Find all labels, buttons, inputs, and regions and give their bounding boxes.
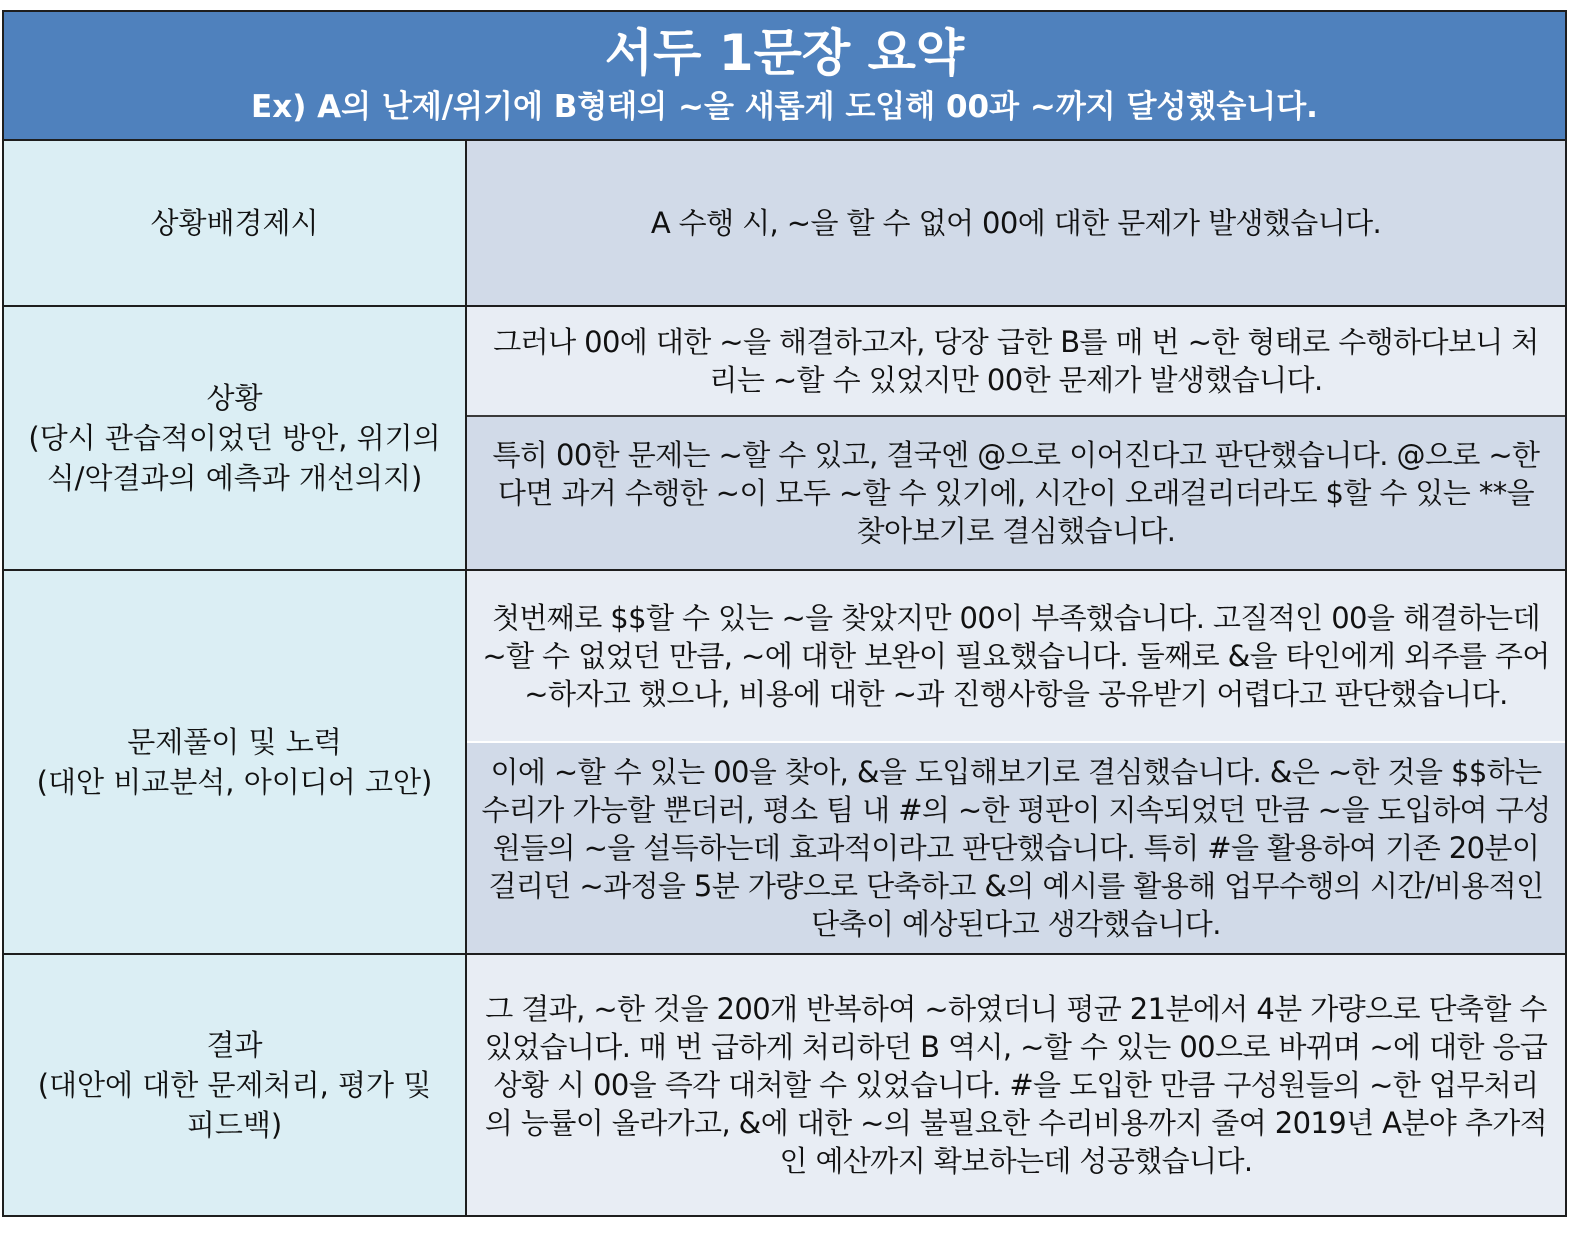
row-content-effort-2 bbox=[467, 743, 1565, 953]
row-label-line: 결과 bbox=[206, 1028, 263, 1062]
content-text: 첫번째로 $$할 수 있는 ~을 찾았지만 00이 부족했습니다. 고질적인 00을 해결하는데 ~할 수 없었던 만큼, ~에 대한 보완이 필요했습니다. 둘째로 &을 타인에게 외주를 주어 ~하자고 했으나, 비용에 대한 ~과 진행사항을 공유받기 어렵다고 판단했습니다. bbox=[482, 601, 1550, 711]
header-title: 서두 1문장 요약 bbox=[604, 24, 965, 82]
content-text: 그러나 00에 대한 ~을 해결하고자, 당장 급한 B를 매 번 ~한 형태로 수행하다보니 처리는 ~할 수 있었지만 00한 문제가 발생했습니다. bbox=[493, 325, 1539, 397]
row-label-effort bbox=[4, 571, 467, 953]
row-label-result bbox=[4, 955, 467, 1215]
row-label-line: 식/악결과의 예측과 개선의지) bbox=[46, 461, 423, 495]
row-content-result bbox=[467, 955, 1565, 1215]
table-header bbox=[4, 12, 1565, 141]
row-label-background bbox=[4, 141, 467, 305]
row-content-effort-1 bbox=[467, 571, 1565, 741]
summary-table bbox=[2, 10, 1567, 1217]
row-label-line: (대안 비교분석, 아이디어 고안) bbox=[36, 765, 433, 799]
row-content-background bbox=[467, 141, 1565, 305]
row-label-line: 상황 bbox=[206, 381, 263, 415]
content-text: 특히 00한 문제는 ~할 수 있고, 결국엔 @으로 이어진다고 판단했습니다. @으로 ~한다면 과거 수행한 ~이 모두 ~할 수 있기에, 시간이 오래걸리더라도 $할 수 있는 **을 찾아보기로 결심했습니다. bbox=[492, 438, 1540, 548]
row-label-situation bbox=[4, 307, 467, 569]
content-text: 그 결과, ~한 것을 200개 반복하여 ~하였더니 평균 21분에서 4분 가량으로 단축할 수 있었습니다. 매 번 급하게 처리하던 B 역시, ~할 수 있는 00으로 바뀌며 ~에 대한 응급상황 시 00을 즉각 대처할 수 있었습니다. #을 도입한 만큼 구성원들의 ~한 업무처리의 능률이 올라가고, &에 대한 ~의 불필요한 수리비용까지 줄여 2019년 A분야 추가적인 예산까지 확보하는데 성공했습니다. bbox=[484, 992, 1548, 1178]
content-text: A 수행 시, ~을 할 수 없어 00에 대한 문제가 발생했습니다. bbox=[650, 206, 1382, 240]
header-subtitle: Ex) A의 난제/위기에 B형태의 ~을 새롭게 도입해 00과 ~까지 달성했습니다. bbox=[251, 89, 1318, 125]
row-label-line: 상황배경제시 bbox=[150, 206, 319, 240]
row-label-line: (대안에 대한 문제처리, 평가 및 bbox=[37, 1068, 432, 1102]
row-content-situation-1 bbox=[467, 307, 1565, 415]
row-label-line: 문제풀이 및 노력 bbox=[127, 725, 342, 759]
row-content-situation-2 bbox=[467, 417, 1565, 569]
content-text: 이에 ~할 수 있는 00을 찾아, &을 도입해보기로 결심했습니다. &은 ~한 것을 $$하는 수리가 가능할 뿐더러, 평소 팀 내 #의 ~한 평판이 지속되었던 만큼 ~을 도입하여 구성원들의 ~을 설득하는데 효과적이라고 판단했습니다. 특히 #을 활용하여 기존 20분이 걸리던 ~과정을 5분 가량으로 단축하고 &의 예시를 활용해 업무수행의 시간/비용적인 단축이 예상된다고 생각했습니다. bbox=[481, 755, 1551, 941]
row-label-line: 피드백) bbox=[186, 1108, 283, 1142]
row-label-line: (당시 관습적이었던 방안, 위기의 bbox=[28, 421, 441, 455]
